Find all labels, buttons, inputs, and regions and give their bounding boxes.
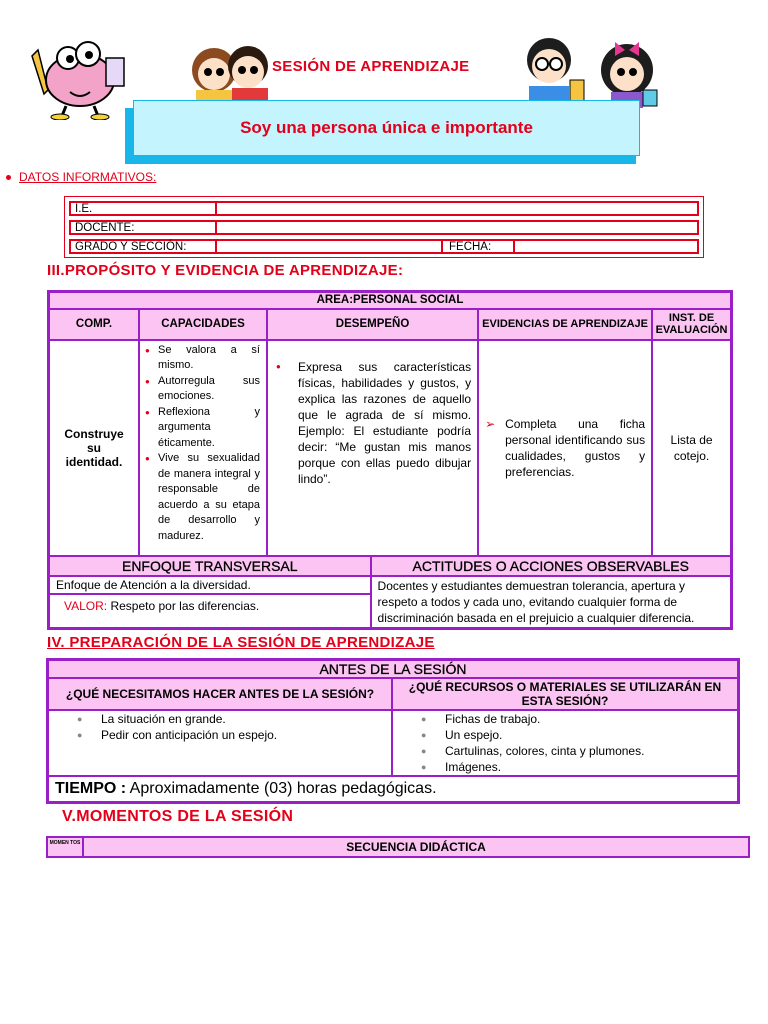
info-row-ie: [69, 201, 699, 216]
bullet-icon: [6, 175, 11, 180]
bullet-icon: ●: [276, 361, 281, 371]
tiempo-label: TIEMPO :: [55, 779, 127, 797]
valor-label: VALOR:: [64, 598, 108, 613]
kids-right-icon: [515, 30, 665, 108]
desempeno-text: Expresa sus características físicas, habilidades y gustos, y explica las razones de aquello que le agrada de sí mismo. Ejemplo: El estudiante podría decir: “Me gustan mis manos porque con ellas puedo dibujar lindo”.: [298, 359, 472, 486]
section-3-heading: III.PROPÓSITO Y EVIDENCIA DE APRENDIZAJE:: [47, 262, 404, 279]
col-recursos: ¿QUÉ RECURSOS O MATERIALES SE UTILIZARÁN EN ESTA SESIÓN?: [392, 678, 739, 710]
list-item: ● Se valora a sí mismo.: [142, 343, 260, 374]
list-item: ● Reflexiona y argumenta éticamente.: [142, 405, 260, 452]
list-item: ● Cartulinas, colores, cinta y plumones.: [393, 743, 737, 759]
capacidades-cell: [139, 340, 267, 556]
list-item: ● Pedir con anticipación un espejo.: [49, 727, 391, 743]
session-title: Soy una persona única e importante: [240, 118, 533, 137]
cell-divider: [441, 239, 443, 254]
valor-text: Respeto por las diferencias.: [110, 598, 260, 613]
momentos-table: [46, 836, 750, 858]
info-table: [64, 196, 704, 258]
cell-divider: [215, 220, 217, 235]
col-hacer: ¿QUÉ NECESITAMOS HACER ANTES DE LA SESIÓN?: [48, 678, 393, 710]
area-header: AREA:PERSONAL SOCIAL: [49, 292, 732, 309]
list-item: ● Imágenes.: [393, 759, 737, 775]
arrow-bullet-icon: ➢: [485, 416, 496, 431]
antes-header: ANTES DE LA SESIÓN: [48, 660, 739, 679]
document-title: SESIÓN DE APRENDIZAJE: [272, 58, 470, 75]
cell-divider: [215, 239, 217, 254]
actitudes-cell: Docentes y estudiantes demuestran tolerancia, apertura y respeto a todos y cada uno, evitando cualquier forma de discriminación basada en el prejuicio a cualquier diferencia.: [371, 576, 732, 629]
capacidades-list: [142, 343, 260, 545]
evidencia-cell: [478, 340, 652, 556]
kids-left-icon: [186, 36, 281, 104]
hacer-list: [49, 711, 391, 743]
brain-mascot-icon: [18, 30, 133, 120]
preparation-table: [46, 658, 740, 804]
info-row-docente: [69, 220, 699, 235]
list-item: ● Vive su sexualidad de manera integral y responsable de acuerdo a su etapa de desarrollo y madurez.: [142, 451, 260, 544]
purpose-table: [47, 290, 733, 630]
session-title-banner: [133, 100, 640, 156]
tiempo-text: Aproximadamente (03) horas pedagógicas.: [129, 779, 437, 797]
enfoque-header: ENFOQUE TRANSVERSAL: [49, 556, 371, 576]
evidencia-text: Completa una ficha personal identificando sus cualidades, gustos y preferencias.: [505, 416, 646, 479]
field-label-grado: GRADO Y SECCIÓN:: [75, 241, 187, 253]
competencia-cell: Construye su identidad.: [49, 340, 140, 556]
enfoque-cell: [49, 576, 371, 629]
col-evidencias: EVIDENCIAS DE APRENDIZAJE: [478, 309, 652, 340]
col-desempeno: DESEMPEÑO: [267, 309, 478, 340]
recursos-cell: [392, 710, 739, 776]
hacer-cell: [48, 710, 393, 776]
info-row-grado: [69, 239, 699, 254]
datos-informativos-heading: DATOS INFORMATIVOS:: [6, 170, 156, 184]
enfoque-text: Enfoque de Atención a la diversidad.: [50, 577, 370, 595]
cell-divider: [513, 239, 515, 254]
list-item: ● Autorregula sus emociones.: [142, 374, 260, 405]
secuencia-header: SECUENCIA DIDÁCTICA: [346, 840, 486, 854]
section-5-heading: V.MOMENTOS DE LA SESIÓN: [62, 808, 294, 825]
list-item: ● Un espejo.: [393, 727, 737, 743]
section-4-heading: IV. PREPARACIÓN DE LA SESIÓN DE APRENDIZAJE: [47, 634, 435, 651]
momentos-header: MOMEN TOS: [48, 838, 84, 856]
instrumento-cell: Lista de cotejo.: [652, 340, 731, 556]
col-instrumento: INST. DE EVALUACIÓN: [652, 309, 731, 340]
actitudes-header: ACTITUDES O ACCIONES OBSERVABLES: [371, 556, 732, 576]
cell-divider: [215, 201, 217, 216]
desempeno-cell: [267, 340, 478, 556]
list-item: ● Fichas de trabajo.: [393, 711, 737, 727]
col-comp: COMP.: [49, 309, 140, 340]
field-label-fecha: FECHA:: [449, 241, 492, 253]
list-item: ● La situación en grande.: [49, 711, 391, 727]
field-label-docente: DOCENTE:: [75, 222, 135, 234]
tiempo-row: [48, 776, 739, 802]
field-label-ie: I.E.: [75, 203, 93, 215]
col-capacidades: CAPACIDADES: [139, 309, 267, 340]
recursos-list: [393, 711, 737, 775]
